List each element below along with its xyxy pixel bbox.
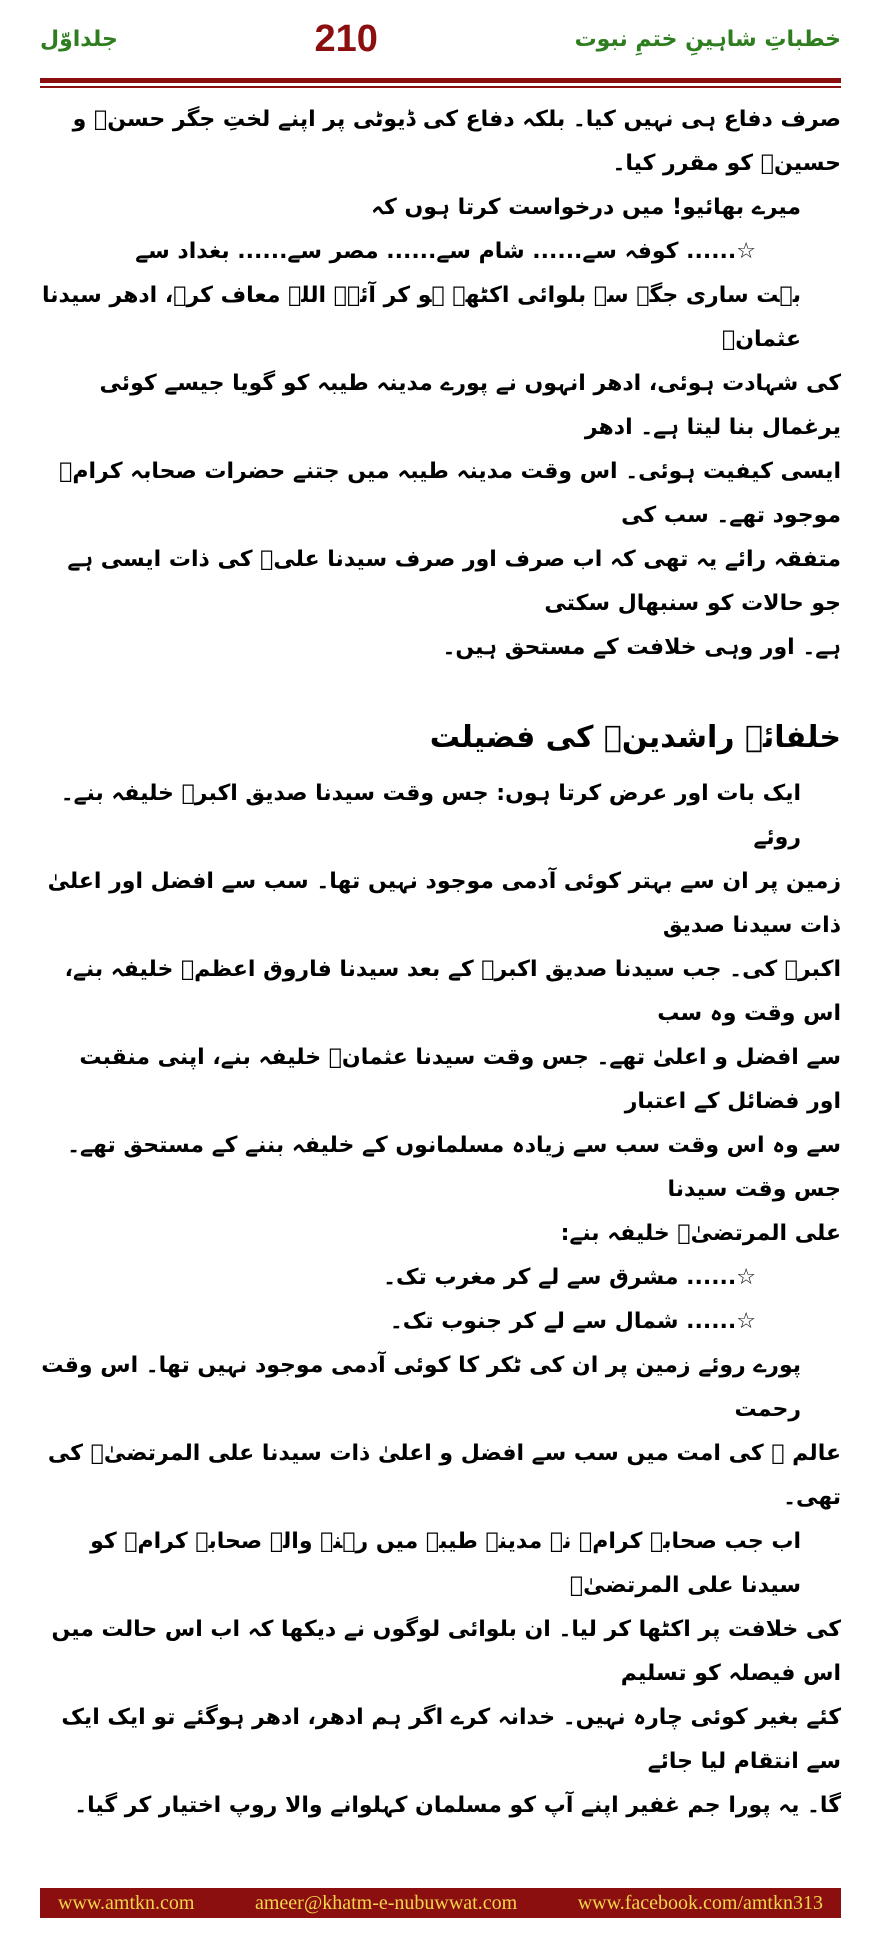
text-line: سے وہ اس وقت سب سے زیادہ مسلمانوں کے خلیفہ بننے کے مستحق تھے۔ جس وقت سیدنا (67, 1133, 841, 1202)
page-header (40, 0, 841, 78)
bullet-line: ☆...... کوفہ سے...... شام سے...... مصر سے...... بغداد سے (135, 239, 756, 264)
bullet-line: ☆...... مشرق سے لے کر مغرب تک۔ (383, 1265, 756, 1290)
footer-bar (40, 1888, 841, 1918)
header-rule-thin (40, 86, 841, 88)
text-line: ایسی کیفیت ہوئی۔ اس وقت مدینہ طیبہ میں جتنے حضرات صحابہ کرامؓ موجود تھے۔ سب کی (59, 459, 841, 528)
text-line: اب جب صحابہ کرامؓ نے مدینہ طیبہ میں رہنے والے صحابہ کرامؓ کو سیدنا علی المرتضیٰؓ (90, 1529, 801, 1598)
page-number: 210 (314, 17, 378, 60)
text-line: پورے روئے زمین پر ان کی ٹکر کا کوئی آدمی موجود نہیں تھا۔ اس وقت رحمت (41, 1353, 801, 1422)
book-title: خطباتِ شاہینِ ختمِ نبوت (574, 26, 841, 52)
volume-label: جلداوّل (40, 26, 118, 52)
text-line: زمین پر ان سے بہتر کوئی آدمی موجود نہیں تھا۔ سب سے افضل اور اعلیٰ ذات سیدنا صدیق (47, 869, 841, 938)
page-body (40, 98, 841, 1828)
header-rule (40, 78, 841, 83)
text-line: متفقہ رائے یہ تھی کہ اب صرف اور صرف سیدنا علیؓ کی ذات ایسی ہے جو حالات کو سنبھال سکتی (67, 547, 841, 616)
text-line: بہت ساری جگہ سے بلوائی اکٹھے ہو کر آئے۔ اللہ معاف کرے، ادھر سیدنا عثمانؓ (41, 283, 801, 352)
bullet-line: ☆...... شمال سے لے کر جنوب تک۔ (389, 1309, 756, 1334)
text-line: کی خلافت پر اکٹھا کر لیا۔ ان بلوائی لوگوں نے دیکھا کہ اب اس حالت میں اس فیصلہ کو تسلیم (51, 1617, 841, 1686)
text-line: سے افضل و اعلیٰ تھے۔ جس وقت سیدنا عثمانؓ خلیفہ بنے، اپنی منقبت اور فضائل کے اعتبار (79, 1045, 841, 1114)
text-line: صرف دفاع ہی نہیں کیا۔ بلکہ دفاع کی ڈیوٹی پر اپنے لختِ جگر حسنؓ و حسینؓ کو مقرر کیا۔ (72, 107, 841, 176)
section-heading: خلفائے راشدینؓ کی فضیلت (429, 720, 841, 755)
text-line: عالم ﷺ کی امت میں سب سے افضل و اعلیٰ ذات سیدنا علی المرتضیٰؓ کی تھی۔ (47, 1441, 841, 1510)
website-link[interactable]: www.amtkn.com (58, 1891, 195, 1914)
text-line: علی المرتضیٰؓ خلیفہ بنے: (560, 1221, 841, 1246)
text-line: ہے۔ اور وہی خلافت کے مستحق ہیں۔ (442, 635, 841, 660)
facebook-link[interactable]: www.facebook.com/amtkn313 (577, 1891, 823, 1914)
text-line: ایک بات اور عرض کرتا ہوں: جس وقت سیدنا صدیق اکبرؓ خلیفہ بنے۔ روئے (60, 781, 801, 850)
text-line: گا۔ یہ پورا جم غفیر اپنے آپ کو مسلمان کہلوانے والا روپ اختیار کر گیا۔ (74, 1793, 841, 1818)
text-line: اکبرؓ کی۔ جب سیدنا صدیق اکبرؓ کے بعد سیدنا فاروق اعظمؓ خلیفہ بنے، اس وقت وہ سب (64, 957, 841, 1026)
text-line: میرے بھائیو! میں درخواست کرتا ہوں کہ (371, 195, 801, 220)
text-line: کئے بغیر کوئی چارہ نہیں۔ خدانہ کرے اگر ہم ادھر، ادھر ہوگئے تو ایک ایک سے انتقام لیا جائے (61, 1705, 841, 1774)
text-line: کی شہادت ہوئی، ادھر انہوں نے پورے مدینہ طیبہ کو گویا جیسے کوئی یرغمال بنا لیتا ہے۔ ادھر (99, 371, 841, 440)
email-link[interactable]: ameer@khatm-e-nubuwwat.com (254, 1891, 518, 1914)
